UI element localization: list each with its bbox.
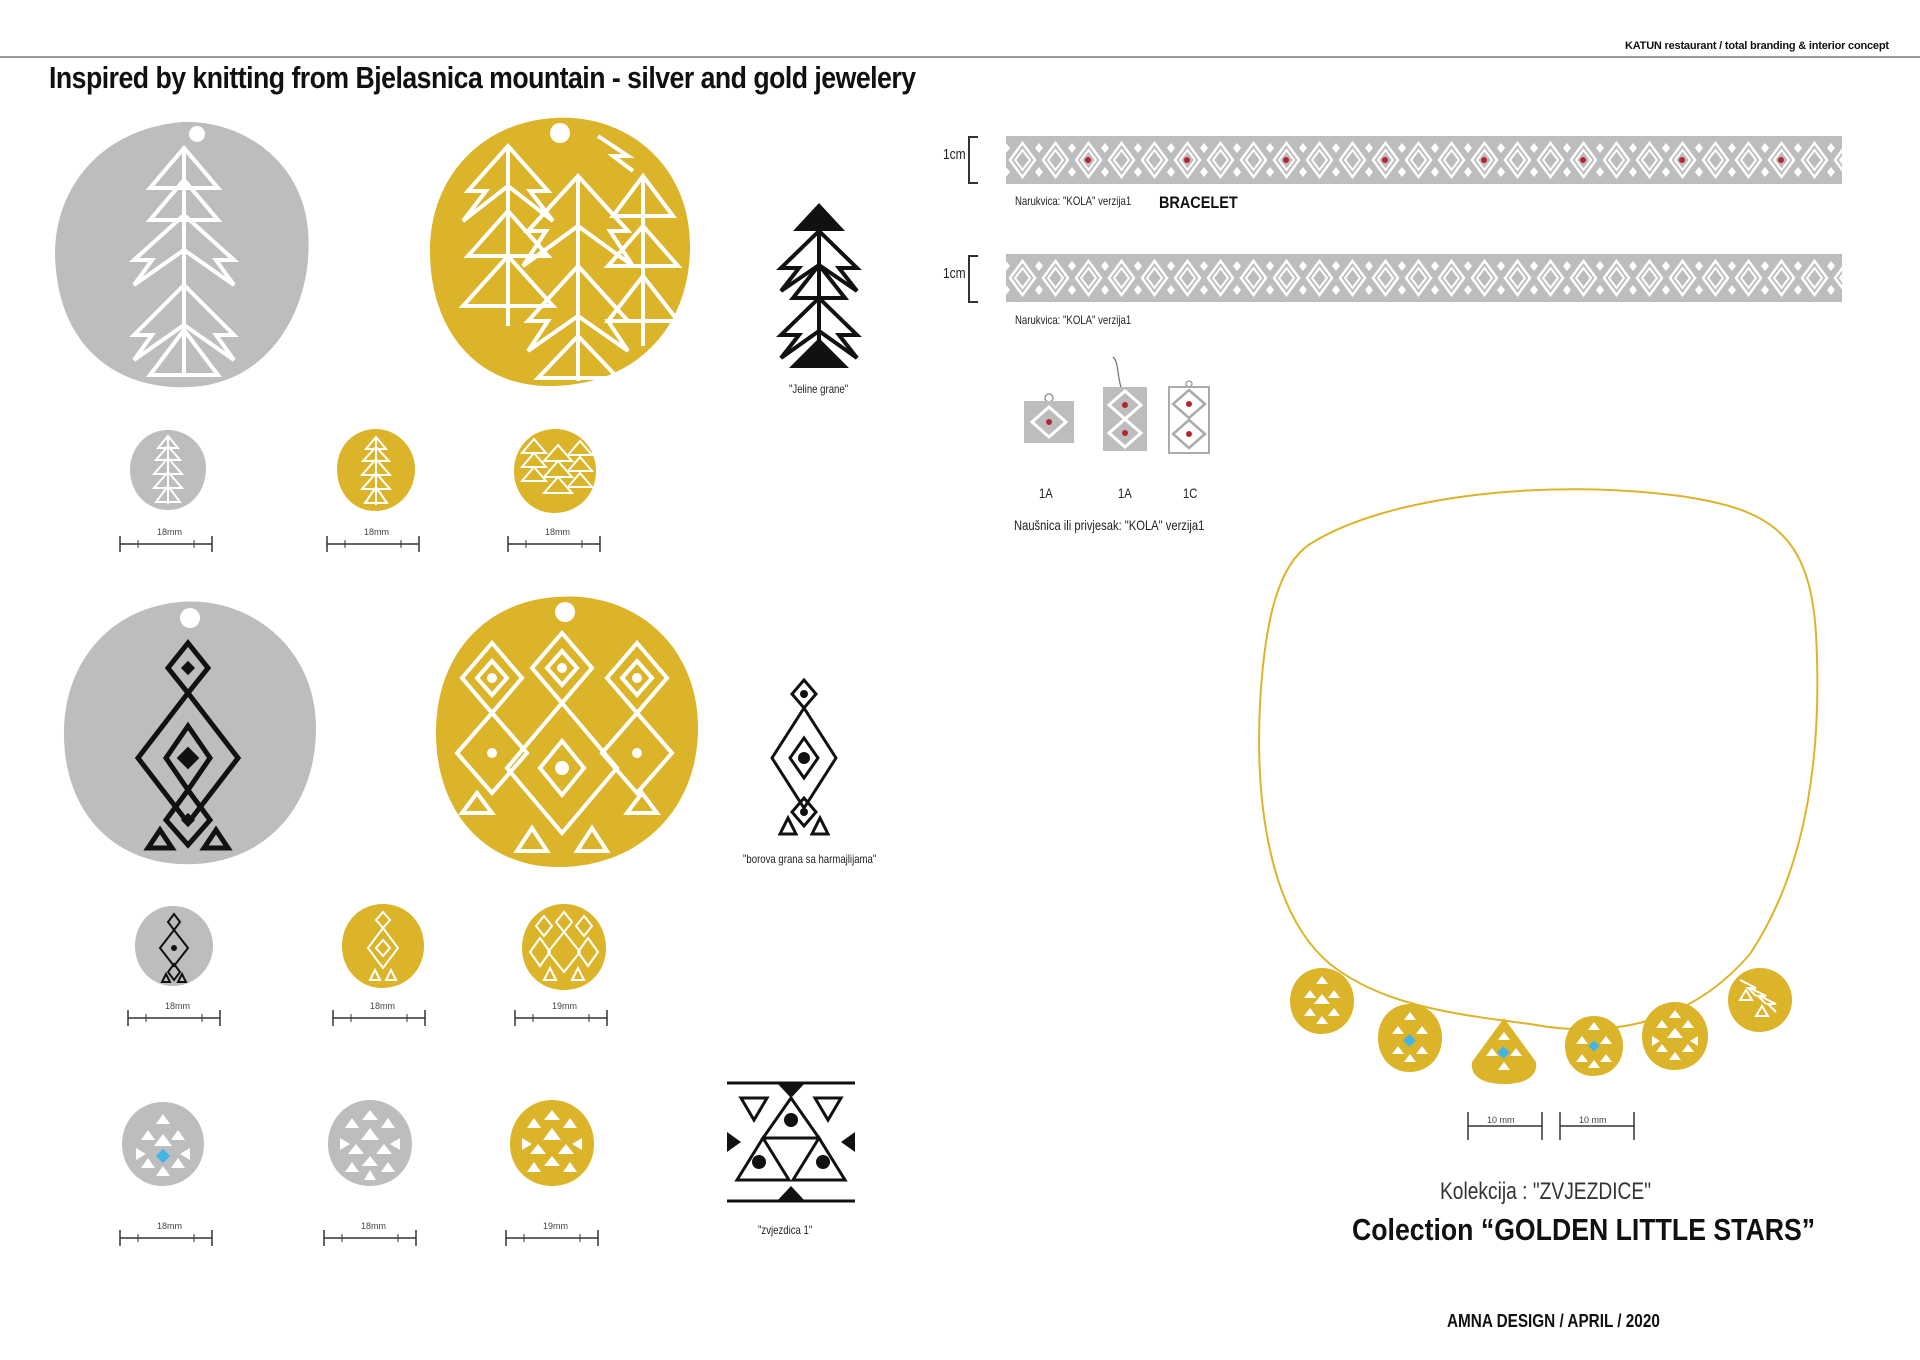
scale-label: 18mm: [361, 1221, 387, 1231]
bracelet2-height-label: 1cm: [943, 265, 966, 282]
pattern-jeline-grane: [775, 203, 865, 373]
pattern3-caption: "zvjezdica 1": [758, 1223, 813, 1237]
gold-diamond-pendant-small: [340, 902, 426, 990]
collection-label: Kolekcija : "ZVJEZDICE": [1440, 1178, 1652, 1205]
scale-label: 19mm: [543, 1221, 569, 1231]
scale-bar: [126, 1010, 222, 1026]
gold-tree-pendant-small: [335, 427, 417, 513]
gold-diamond-pendant-large: [432, 593, 700, 869]
pattern-zvjezdica: [727, 1080, 855, 1204]
height-bracket: [966, 254, 980, 304]
earring-label: 1A: [1039, 485, 1053, 501]
dimension-label: 10 mm: [1579, 1115, 1607, 1125]
header-rule: [0, 56, 1920, 58]
bracelet1-caption: Narukvica: "KOLA" verzija1: [1015, 194, 1132, 208]
silver-star-pendant-gem: [120, 1100, 206, 1188]
scale-bar: [513, 1010, 609, 1026]
scale-label: 18mm: [157, 527, 183, 537]
scale-bar: [331, 1010, 427, 1026]
necklace-charm-tree: [1726, 966, 1794, 1034]
scale-bar: [504, 1230, 600, 1246]
scale-label: 18mm: [364, 527, 390, 537]
gold-star-pendant: [508, 1098, 596, 1188]
bracelet-kola-1: [1006, 136, 1842, 184]
page-title: Inspired by knitting from Bjelasnica mountain - silver and gold jewelery: [49, 60, 916, 95]
scale-bar: [325, 536, 421, 552]
scale-label: 18mm: [157, 1221, 183, 1231]
scale-bar: [118, 536, 214, 552]
bracelet-kola-2: [1006, 254, 1842, 302]
necklace-charm-gem: [1376, 1000, 1444, 1074]
pattern1-caption: "Jeline grane": [789, 382, 849, 396]
dimension-label: 10 mm: [1487, 1115, 1515, 1125]
scale-bar: [322, 1230, 418, 1246]
silver-tree-pendant-small: [128, 428, 208, 512]
pattern2-caption: "borova grana sa harmajlijama": [743, 852, 877, 866]
earring-1c-vertical: [1165, 380, 1213, 456]
silver-diamond-pendant-small: [133, 904, 215, 988]
scale-label: 19mm: [552, 1001, 578, 1011]
scale-label: 18mm: [370, 1001, 396, 1011]
earring-1a-horizontal: [1022, 385, 1076, 447]
scale-bar: [118, 1230, 214, 1246]
earring-label: 1A: [1118, 485, 1132, 501]
scale-label: 18mm: [545, 527, 571, 537]
necklace-charm: [1640, 1000, 1710, 1072]
necklace-charm: [1288, 966, 1356, 1036]
silver-tree-pendant-large: [52, 120, 312, 390]
gold-multidiamond-pendant-small: [520, 902, 608, 992]
footer-credit: AMNA DESIGN / APRIL / 2020: [1447, 1311, 1660, 1331]
silver-star-pendant: [326, 1098, 414, 1188]
gold-multitree-pendant-small: [512, 427, 598, 515]
necklace-chain: [1250, 484, 1850, 1044]
scale-bar: [506, 536, 602, 552]
collection-title: Colection “GOLDEN LITTLE STARS”: [1352, 1212, 1816, 1247]
earrings-caption: Naušnica ili privjesak: "KOLA" verzija1: [1014, 517, 1205, 533]
necklace-charm-gem: [1563, 1014, 1625, 1078]
bracelet-label: BRACELET: [1159, 193, 1238, 212]
silver-diamond-pendant-large: [60, 598, 320, 866]
height-bracket: [966, 135, 980, 185]
earring-label: 1C: [1183, 485, 1198, 501]
earring-1a-vertical: [1101, 357, 1149, 453]
bracelet1-height-label: 1cm: [943, 146, 966, 163]
pattern-borova-grana: [770, 678, 840, 838]
gold-tree-pendant-large: [428, 116, 693, 388]
project-label: KATUN restaurant / total branding & interior concept: [1625, 40, 1889, 52]
bracelet2-caption: Narukvica: "KOLA" verzija1: [1015, 313, 1132, 327]
scale-label: 18mm: [165, 1001, 191, 1011]
necklace-charm-triangle: [1468, 1016, 1540, 1086]
